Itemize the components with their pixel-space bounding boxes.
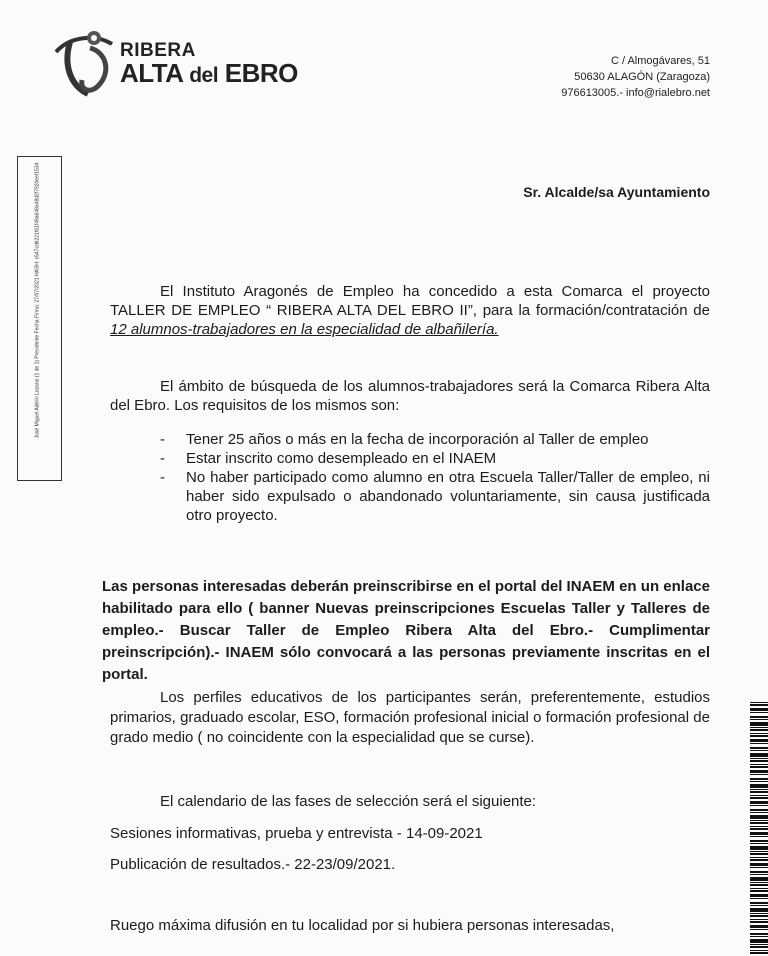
- signature-stamp: [17, 156, 62, 481]
- paragraph-5: El calendario de las fases de selección será el siguiente:: [160, 793, 537, 810]
- paragraph-1: [110, 282, 710, 339]
- paragraph-1-text: El Instituto Aragonés de Empleo ha concedido a esta Comarca el proyecto TALLER DE EMPLEO “ RIBERA ALTA DEL EBRO II”, para la formación/contratación de: [110, 283, 710, 319]
- address-contact: 976613005.- info@rialebro.net: [561, 87, 710, 99]
- logo-text-alta-del-ebro: [120, 58, 298, 89]
- address-street: C / Almogávares, 51: [610, 55, 710, 67]
- address-city: 50630 ALAGÓN (Zaragoza): [574, 71, 710, 83]
- logo-text-alta: ALTA: [120, 58, 190, 88]
- logo-text-ribera: RIBERA: [120, 40, 196, 61]
- address-block: [561, 53, 710, 101]
- logo-emblem-icon: [50, 22, 130, 100]
- schedule-line-1: Sesiones informativas, prueba y entrevista - 14-09-2021: [110, 825, 483, 842]
- paragraph-1-underlined: 12 alumnos-trabajadores en la especialidad de albañilería.: [110, 321, 499, 338]
- logo-text-ebro: EBRO: [218, 58, 298, 88]
- closing-line: Ruego máxima difusión en tu localidad por si hubiera personas interesadas,: [110, 917, 615, 934]
- logo-text-del: del: [189, 64, 219, 87]
- bold-paragraph: Las personas interesadas deberán preinscribirse en el portal del INAEM en un enlace habilitado para ello ( banner Nuevas preinscripciones Escuelas Taller y Talleres de empleo.- Buscar Taller de Empleo Ribera Alta del Ebro.- Cumplimentar preinscripción).- INAEM sólo convocará a las personas previamente inscritas en el portal.: [102, 578, 710, 683]
- stamp-text: José Miguel Adelín Lozano (1 de 1) Presidente Fecha Firma: 27/07/2021 HASH: c547cd6221f61f49a648a48d2f7920eef1534: [34, 162, 41, 439]
- list-item: - Estar inscrito como desempleado en el INAEM: [160, 449, 710, 468]
- list-item: - No haber participado como alumno en otra Escuela Taller/Taller de empleo, ni haber sido expulsado o abandonado voluntariamente, sin causa justificada otro proyecto.: [160, 468, 710, 525]
- comarca-logo: [50, 22, 298, 100]
- recipient: Sr. Alcalde/sa Ayuntamiento: [523, 184, 710, 200]
- list-item: - Tener 25 años o más en la fecha de incorporación al Taller de empleo: [160, 430, 710, 449]
- barcode-icon: [750, 702, 768, 956]
- paragraph-2: El ámbito de búsqueda de los alumnos-trabajadores será la Comarca Ribera Alta del Ebro. Los requisitos de los mismos son:: [110, 378, 710, 414]
- requirements-list: [160, 430, 710, 525]
- schedule-line-2: Publicación de resultados.- 22-23/09/2021.: [110, 856, 396, 873]
- paragraph-4: Los perfiles educativos de los participantes serán, preferentemente, estudios primarios, graduado escolar, ESO, formación profesional inicial o formación profesional de grado medio ( no coincidente con la especialidad que se curse).: [110, 689, 710, 746]
